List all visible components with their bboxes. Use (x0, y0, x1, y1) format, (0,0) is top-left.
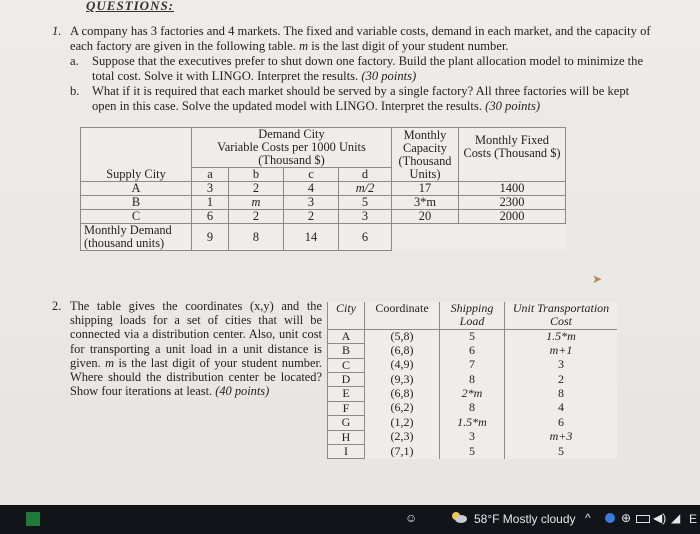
language-indicator[interactable]: E (689, 512, 698, 526)
col-d: d (339, 168, 392, 182)
people-icon[interactable]: ☺ (405, 511, 418, 525)
signal-icon[interactable]: ◢ (671, 511, 681, 525)
header-load: Shipping Load (440, 302, 505, 329)
demand-header: Demand City Variable Costs per 1000 Units (Thousand $) (192, 128, 392, 168)
table-row: B 1 m 3 5 3*m 2300 (81, 196, 566, 210)
table-row: F (6,2) 8 4 (328, 401, 618, 415)
chevron-up-icon[interactable]: ^ (585, 511, 591, 525)
col-c: c (284, 168, 339, 182)
question-1-number: 1. (52, 24, 62, 38)
col-b: b (229, 168, 284, 182)
cost-table (80, 127, 566, 251)
fixed-cost-header: Monthly Fixed Costs (Thousand $) (459, 128, 566, 182)
table-row: G (1,2) 1.5*m 6 (328, 416, 618, 430)
weather-text[interactable]: 58°F Mostly cloudy (474, 512, 576, 526)
question-1 (52, 24, 652, 114)
header-cost: Unit Transportation Cost (505, 302, 618, 329)
question-1a-label: a. (70, 54, 79, 68)
weather-icon[interactable] (450, 510, 468, 524)
table-row: E (6,8) 2*m 8 (328, 387, 618, 401)
question-1a: a. Suppose that the executives prefer to shut down one factory. Build the plant allocation model to minimize the total cost. Solve it with LINGO. Interpret the results. (30 points) (70, 54, 644, 83)
capacity-header: Monthly Capacity (Thousand Units) (392, 128, 459, 182)
table-row: C (4,9) 7 3 (328, 358, 618, 372)
question-2-number: 2. (52, 299, 62, 313)
city-table (327, 302, 617, 459)
battery-icon[interactable] (636, 515, 650, 523)
supply-city-label: Supply City (81, 168, 192, 182)
app-icon[interactable] (26, 512, 40, 526)
col-a: a (192, 168, 229, 182)
table-row: A (5,8) 5 1.5*m (328, 329, 618, 343)
question-1-intro: A company has 3 factories and 4 markets. The fixed and variable costs, demand in each market, and the capacity of each factory are given in the following table. m is the last digit of your student number. (70, 24, 651, 53)
demand-label: Monthly Demand (thousand units) (81, 224, 192, 251)
header-city: City (328, 302, 365, 329)
question-1b: b. What if it is required that each market should be served by a single factory? All three factories will be kept open in this case. Solve the updated model with LINGO. Interpret the results. (30 points) (70, 84, 630, 113)
network-icon[interactable] (605, 513, 615, 523)
question-2 (52, 299, 322, 398)
volume-icon[interactable]: ◀) (653, 511, 667, 525)
header-coordinate: Coordinate (365, 302, 440, 329)
wifi-icon[interactable]: ⊕ (621, 511, 632, 525)
table-row: B (6,8) 6 m+1 (328, 344, 618, 358)
table-row: D (9,3) 8 2 (328, 373, 618, 387)
taskbar (0, 505, 700, 534)
question-2-text: The table gives the coordinates (x,y) and the shipping loads for a set of cities that will be connected via a distribution center. Also, unit cost for transporting a unit load in a unit distance is given. m is the last digit of your student number. Where should the distribution center be located? Show four iterations at least. (40 points) (70, 299, 322, 399)
table-row: A 3 2 4 m/2 17 1400 (81, 182, 566, 196)
table-row: C 6 2 2 3 20 2000 (81, 210, 566, 224)
table-row: I (7,1) 5 5 (328, 445, 618, 459)
questions-heading: QUESTIONS: (86, 0, 175, 13)
demand-row: Monthly Demand (thousand units) 9 8 14 6 (81, 224, 566, 251)
mouse-cursor-icon: ➤ (592, 272, 603, 286)
table-row: H (2,3) 3 m+3 (328, 430, 618, 444)
question-1b-label: b. (70, 84, 80, 98)
